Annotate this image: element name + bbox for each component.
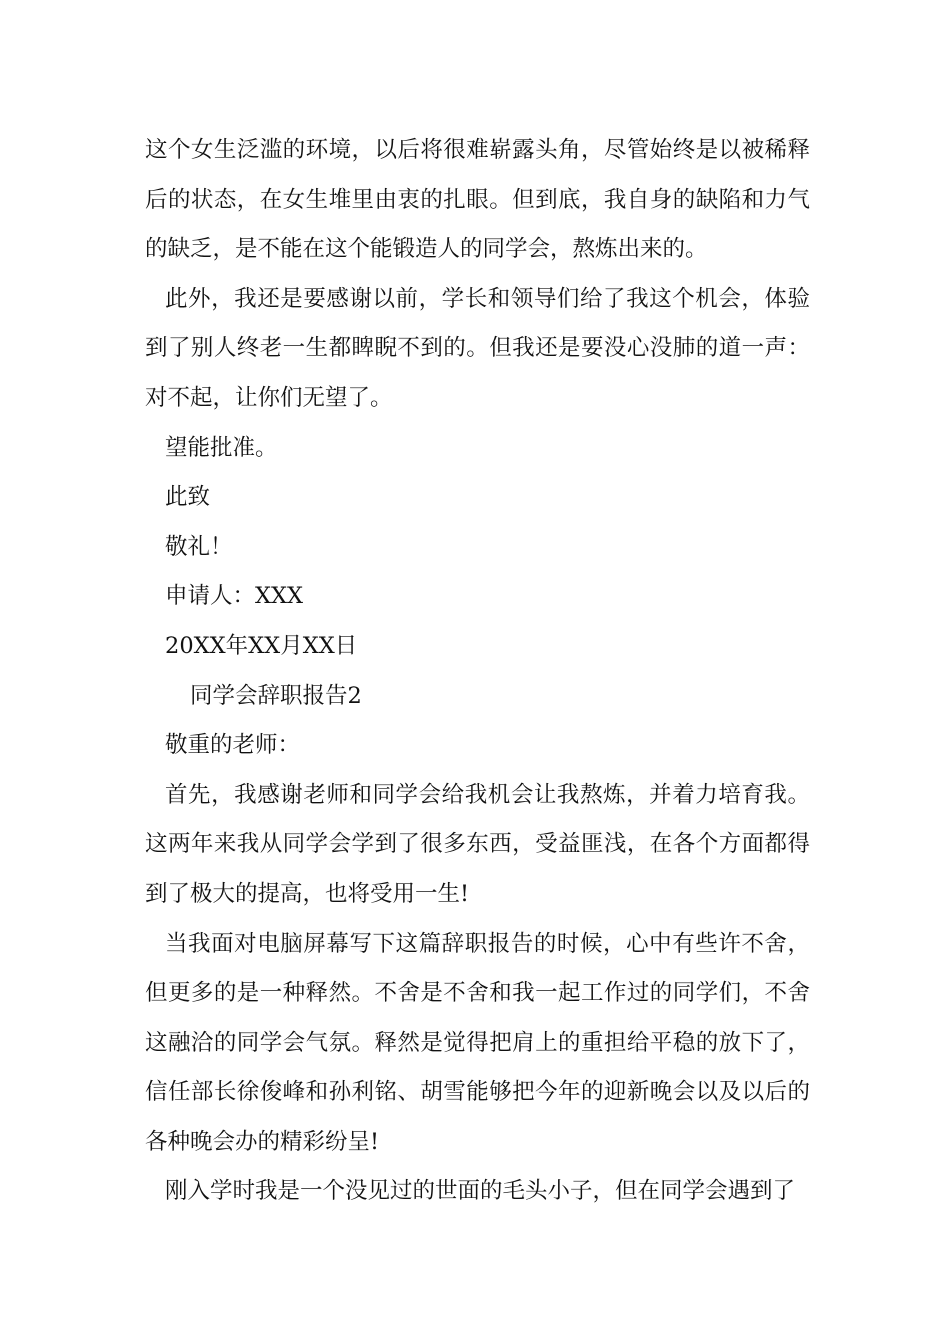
paragraph-beginning: 刚入学时我是一个没见过的世面的毛头小子，但在同学会遇到了 (165, 1178, 796, 1205)
letter-greeting: 敬重的老师： (165, 732, 301, 759)
paragraph-reflection: 当我面对电脑屏幕写下这篇辞职报告的时候，心中有些许不舍，但更多的是一种释然。不舍是不舍和我一起工作过的同学们，不舍这融洽的同学会气氛。释然是觉得把肩上的重担给平稳的放下了，信任部长徐俊峰和孙利铭、胡雪能够把今年的迎新晚会以及以后的各种晚会办的精彩纷呈! (145, 930, 810, 1155)
document-body (145, 126, 810, 1217)
paragraph-request-approval: 望能批准。 (165, 434, 278, 461)
signature-date: 20XX年XX月XX日 (165, 632, 358, 659)
paragraph-thanks: 此外，我还是要感谢以前，学长和领导们给了我这个机会，体验到了别人终老一生都睥睨不到的。但我还是要没心没肺的道一声：对不起，让你们无望了。 (145, 285, 810, 411)
closing-salutation: 此致 (165, 484, 211, 511)
signature-applicant: 申请人：XXX (165, 583, 304, 610)
paragraph-gratitude: 首先，我感谢老师和同学会给我机会让我熬炼，并着力培育我。这两年来我从同学会学到了很多东西，受益匪浅，在各个方面都得到了极大的提高，也将受用一生! (145, 781, 810, 907)
closing-respect: 敬礼！ (165, 533, 233, 560)
paragraph-continuation: 这个女生泛滥的环境，以后将很难崭露头角，尽管始终是以被稀释后的状态，在女生堆里由衷的扎眼。但到底，我自身的缺陷和力气的缺乏，是不能在这个能锻造人的同学会，熬炼出来的。 (145, 137, 810, 263)
section-title: 同学会辞职报告2 (190, 682, 362, 709)
